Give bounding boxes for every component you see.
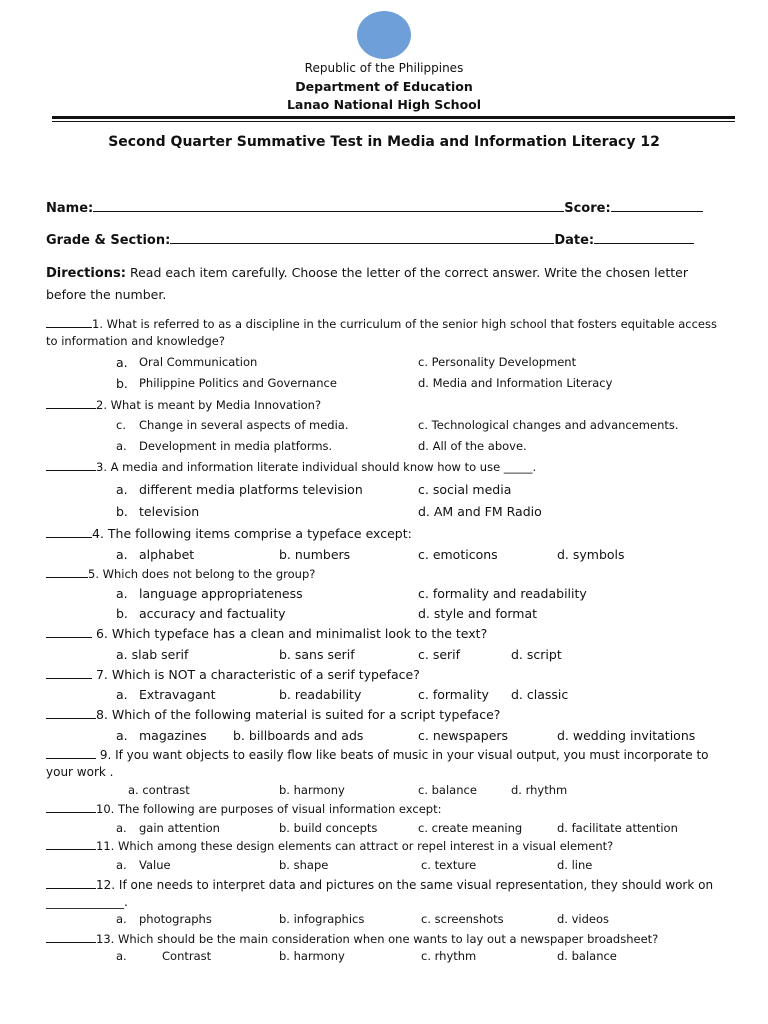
q4-option-b: b. numbers bbox=[279, 547, 351, 562]
q1-option-b: b. bbox=[116, 376, 128, 391]
q8-option-c: c. newspapers bbox=[418, 728, 509, 743]
grade-section-field[interactable] bbox=[46, 231, 694, 248]
q10-option-d: d. facilitate attention bbox=[557, 821, 678, 835]
q5-option-c: c. formality and readability bbox=[418, 586, 587, 601]
q10-option-b: b. build concepts bbox=[279, 821, 378, 835]
date-label: Date: bbox=[554, 233, 595, 248]
test-title: Second Quarter Summative Test in Media and Information Literacy 12 bbox=[108, 134, 660, 150]
question-6 bbox=[46, 626, 487, 641]
school-seal bbox=[357, 11, 411, 59]
answer-blank[interactable] bbox=[46, 316, 92, 328]
q9-option-a: a. contrast bbox=[128, 783, 190, 797]
header-divider-thin bbox=[52, 121, 735, 122]
q11-option-a: a. bbox=[116, 858, 127, 872]
q2-option-1-text: Change in several aspects of media. bbox=[139, 418, 349, 432]
q7-option-c: c. formality bbox=[418, 687, 489, 702]
q12-option-c: c. screenshots bbox=[421, 912, 504, 926]
header-department: Department of Education bbox=[295, 79, 473, 94]
q2-option-2-text: Development in media platforms. bbox=[139, 439, 333, 453]
q3-option-a: a. bbox=[116, 482, 128, 497]
question-12 bbox=[46, 877, 726, 911]
question-text: 3. A media and information literate individual should know how to use _____. bbox=[96, 460, 537, 474]
answer-blank[interactable] bbox=[46, 566, 88, 578]
answer-blank[interactable] bbox=[46, 397, 96, 409]
question-2 bbox=[46, 397, 321, 412]
q3-option-b-text: television bbox=[139, 504, 200, 519]
question-13 bbox=[46, 931, 658, 946]
question-9 bbox=[46, 747, 726, 781]
q4-option-a-text: alphabet bbox=[139, 547, 195, 562]
q11-option-a-text: Value bbox=[139, 858, 171, 872]
question-text: 9. If you want objects to easily flow like beats of music in your visual output, you must incorporate to your work . bbox=[46, 748, 709, 779]
q12-option-a: a. bbox=[116, 912, 127, 926]
q13-option-a: a. bbox=[116, 949, 127, 963]
score-label: Score: bbox=[564, 201, 611, 216]
header-school: Lanao National High School bbox=[286, 97, 482, 112]
question-text: 13. Which should be the main consideration when one wants to lay out a newspaper broadsheet? bbox=[96, 932, 659, 946]
name-line bbox=[93, 199, 564, 212]
q9-option-c: c. balance bbox=[418, 783, 477, 797]
score-line bbox=[611, 199, 703, 212]
q5-option-d: d. style and format bbox=[418, 606, 538, 621]
question-text: 10. The following are purposes of visual information except: bbox=[96, 802, 442, 816]
question-7 bbox=[46, 667, 420, 682]
q2-option-d: d. All of the above. bbox=[418, 439, 527, 453]
q13-option-c: c. rhythm bbox=[421, 949, 477, 963]
q4-option-c: c. emoticons bbox=[418, 547, 498, 562]
question-11 bbox=[46, 838, 613, 853]
q10-option-a: a. bbox=[116, 821, 127, 835]
date-line bbox=[594, 231, 694, 244]
q9-option-d: d. rhythm bbox=[511, 783, 568, 797]
q5-option-a: a. bbox=[116, 586, 128, 601]
grade-section-line bbox=[170, 231, 554, 244]
q5-option-a-text: language appropriateness bbox=[139, 586, 303, 601]
directions-text: Read each item carefully. Choose the letter of the correct answer. Write the chosen letter before the number. bbox=[46, 265, 688, 302]
name-label: Name: bbox=[46, 201, 94, 216]
question-text: 5. Which does not belong to the group? bbox=[88, 567, 316, 581]
name-field[interactable] bbox=[46, 199, 703, 216]
question-text: 2. What is meant by Media Innovation? bbox=[96, 398, 322, 412]
q12-option-d: d. videos bbox=[557, 912, 610, 926]
q2-option-1: c. bbox=[116, 418, 126, 432]
q7-option-d: d. classic bbox=[511, 687, 569, 702]
answer-blank[interactable] bbox=[46, 931, 96, 943]
q7-option-b: b. readability bbox=[279, 687, 362, 702]
answer-blank[interactable] bbox=[46, 667, 92, 679]
q8-option-a: a. bbox=[116, 728, 128, 743]
question-8 bbox=[46, 707, 500, 722]
question-text: 6. Which typeface has a clean and minimalist look to the text? bbox=[92, 626, 488, 641]
q1-option-a-text: Oral Communication bbox=[139, 355, 258, 369]
q11-option-c: c. texture bbox=[421, 858, 477, 872]
q8-option-d: d. wedding invitations bbox=[557, 728, 696, 743]
q6-option-c: c. serif bbox=[418, 647, 461, 662]
q11-option-d: d. line bbox=[557, 858, 593, 872]
answer-blank[interactable] bbox=[46, 747, 96, 759]
question-10 bbox=[46, 801, 441, 816]
question-text: 12. If one needs to interpret data and pictures on the same visual representation, they should work on _____________. bbox=[46, 878, 714, 909]
directions bbox=[46, 262, 726, 305]
directions-label: Directions: bbox=[46, 266, 126, 281]
answer-blank[interactable] bbox=[46, 838, 96, 850]
q12-option-b: b. infographics bbox=[279, 912, 365, 926]
question-text: 1. What is referred to as a discipline in the curriculum of the senior high school that fosters equitable access to information and knowledge? bbox=[46, 317, 717, 348]
q9-option-b: b. harmony bbox=[279, 783, 345, 797]
q2-option-c: c. Technological changes and advancements. bbox=[418, 418, 679, 432]
answer-blank[interactable] bbox=[46, 801, 96, 813]
q7-option-a: a. bbox=[116, 687, 128, 702]
answer-blank[interactable] bbox=[46, 626, 92, 638]
question-text: 8. Which of the following material is suited for a script typeface? bbox=[96, 707, 501, 722]
question-3 bbox=[46, 459, 536, 474]
answer-blank[interactable] bbox=[46, 877, 96, 889]
q13-option-a-text: Contrast bbox=[162, 949, 212, 963]
q3-option-c: c. social media bbox=[418, 482, 512, 497]
grade-section-label: Grade & Section: bbox=[46, 233, 171, 248]
answer-blank[interactable] bbox=[46, 526, 92, 538]
question-5 bbox=[46, 566, 315, 581]
question-4 bbox=[46, 526, 412, 541]
q6-option-d: d. script bbox=[511, 647, 562, 662]
q3-option-a-text: different media platforms television bbox=[139, 482, 363, 497]
q1-option-a: a. bbox=[116, 355, 128, 370]
q6-option-b: b. sans serif bbox=[279, 647, 355, 662]
question-text: 7. Which is NOT a characteristic of a serif typeface? bbox=[92, 667, 420, 682]
q4-option-a: a. bbox=[116, 547, 128, 562]
q4-option-d: d. symbols bbox=[557, 547, 625, 562]
q6-option-a: a. slab serif bbox=[116, 647, 189, 662]
q11-option-b: b. shape bbox=[279, 858, 329, 872]
q7-option-a-text: Extravagant bbox=[139, 687, 216, 702]
q5-option-b-text: accuracy and factuality bbox=[139, 606, 286, 621]
q1-option-b-text: Philippine Politics and Governance bbox=[139, 376, 337, 390]
q10-option-a-text: gain attention bbox=[139, 821, 220, 835]
question-text: 11. Which among these design elements can attract or repel interest in a visual element? bbox=[96, 839, 614, 853]
answer-blank[interactable] bbox=[46, 707, 96, 719]
q10-option-c: c. create meaning bbox=[418, 821, 523, 835]
q1-option-d: d. Media and Information Literacy bbox=[418, 376, 613, 390]
header-divider-thick bbox=[52, 116, 735, 119]
question-text: 4. The following items comprise a typeface except: bbox=[92, 526, 412, 541]
q12-option-a-text: photographs bbox=[139, 912, 212, 926]
question-1 bbox=[46, 316, 726, 350]
q1-option-c: c. Personality Development bbox=[418, 355, 577, 369]
q3-option-b: b. bbox=[116, 504, 128, 519]
q8-option-b: b. billboards and ads bbox=[233, 728, 364, 743]
q2-option-2: a. bbox=[116, 439, 127, 453]
q5-option-b: b. bbox=[116, 606, 128, 621]
header-republic: Republic of the Philippines bbox=[304, 61, 464, 75]
q13-option-d: d. balance bbox=[557, 949, 617, 963]
q13-option-b: b. harmony bbox=[279, 949, 345, 963]
q8-option-a-text: magazines bbox=[139, 728, 207, 743]
q3-option-d: d. AM and FM Radio bbox=[418, 504, 542, 519]
answer-blank[interactable] bbox=[46, 459, 96, 471]
